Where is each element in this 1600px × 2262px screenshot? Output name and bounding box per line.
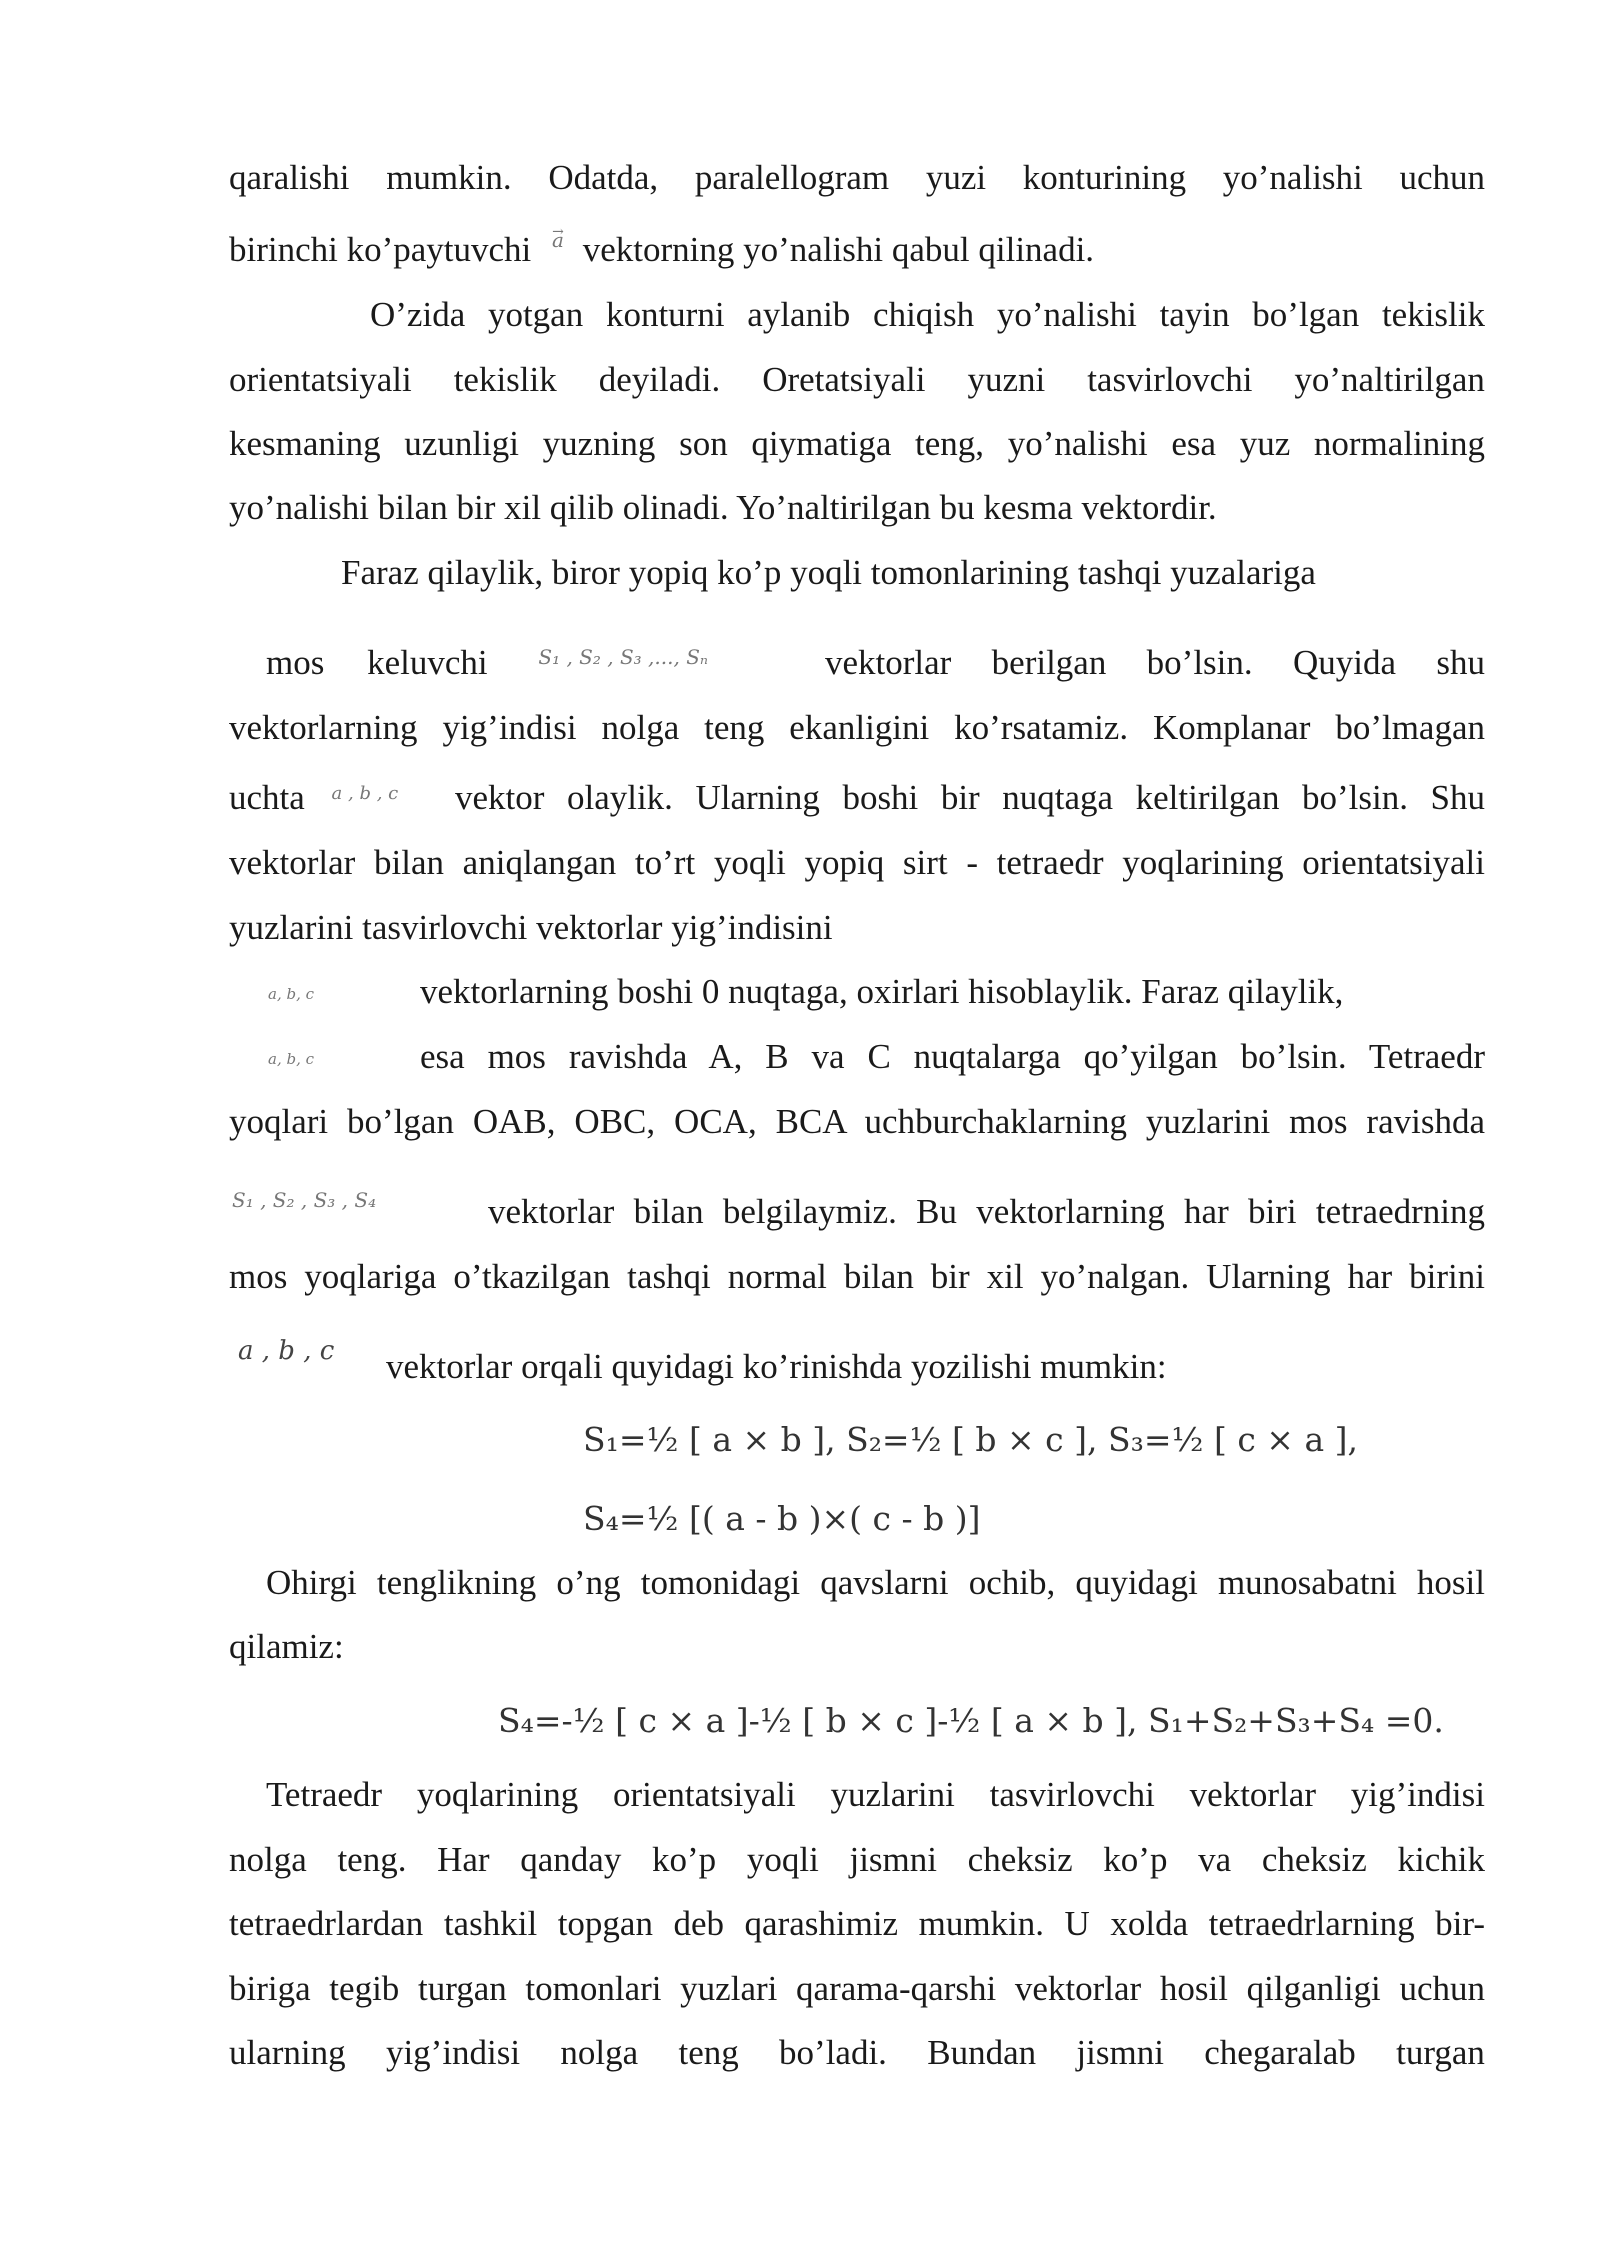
paragraph-3-line-4: [229, 778, 1485, 824]
paragraph-3-line-8-text: esa mos ravishda A, B va C nuqtalarga qo’yilgan bo’lsin. Tetraedr: [420, 1037, 1485, 1076]
paragraph-3-line-7-text: vektorlarning boshi 0 nuqtaga, oxirlari hisoblaylik. Faraz qilaylik,: [420, 972, 1344, 1011]
word: yo’naltirilgan: [1294, 360, 1485, 399]
vector-s4-list: S₁ , S₂ , S₃ , S₄: [232, 1188, 377, 1212]
word: Odatda,: [548, 158, 659, 197]
word: kichik: [1397, 1840, 1485, 1879]
paragraph-3-line-10-text: vektorlar bilan belgilaymiz. Bu vektorlarning har biri tetraedrning: [488, 1192, 1485, 1231]
text-segment: vektorlar berilgan bo’lsin. Quyida shu: [825, 643, 1485, 682]
word: Tetraedr: [266, 1775, 383, 1814]
paragraph-3-line-10-symbol: [232, 1190, 376, 1234]
word: yig’indisi: [1350, 1775, 1485, 1814]
word: cheksiz: [967, 1840, 1073, 1879]
word: ko’p: [1103, 1840, 1168, 1879]
paragraph-3-line-8-symbol: [268, 1037, 314, 1083]
word: orientatsiyali: [229, 360, 412, 399]
paragraph-2-line-1: O’zida yotgan konturni aylanib chiqish yo’nalishi tayin bo’lgan tekislik: [370, 295, 1485, 334]
word: mumkin.: [386, 158, 512, 197]
paragraph-3-line-12-text: vektorlar orqali quyidagi ko’rinishda yozilishi mumkin:: [386, 1347, 1167, 1386]
paragraph-5-line-4: biriga tegib turgan tomonlari yuzlari qarama-qarshi vektorlar hosil qilganligi uchun: [229, 1969, 1485, 2008]
word: mos: [266, 643, 325, 682]
word: nolga: [560, 2033, 639, 2072]
word: jismni: [849, 1840, 937, 1879]
word: tekislik: [453, 360, 557, 399]
word: yoqlarining: [416, 1775, 579, 1814]
paragraph-4-line-1: Ohirgi tenglikning o’ng tomonidagi qavslarni ochib, quyidagi munosabatni hosil: [266, 1563, 1485, 1602]
paragraph-5-line-1: [266, 1775, 1485, 1815]
word: yoqli: [746, 1840, 819, 1879]
word: Oretatsiyali: [762, 360, 926, 399]
word: turgan: [1396, 2033, 1485, 2072]
paragraph-5-line-5: [229, 2033, 1485, 2073]
word: uchta: [229, 778, 305, 817]
paragraph-5-line-3: tetraedrlardan tashkil topgan deb qarashimiz mumkin. U xolda tetraedrlarning bir-: [229, 1904, 1485, 1943]
word: tasvirlovchi: [989, 1775, 1155, 1814]
paragraph-3-line-1: Faraz qilaylik, biror yopiq ko’p yoqli tomonlarining tashqi yuzalariga: [341, 553, 1316, 592]
formula-s1-s2-s3: S₁=½ [ a × b ], S₂=½ [ b × c ], S₃=½ [ c × a ],: [583, 1420, 1358, 1459]
word: yuzlarini: [830, 1775, 955, 1814]
word: yig’indisi: [385, 2033, 521, 2072]
word: nolga: [229, 1840, 307, 1879]
word: teng.: [337, 1840, 407, 1879]
paragraph-3-line-2: [266, 643, 1485, 687]
vector-abc-small: a, b, c: [268, 985, 315, 1003]
paragraph-3-line-12-symbol: [238, 1336, 335, 1383]
paragraph-3-line-3: vektorlarning yig’indisi nolga teng ekanligini ko’rsatamiz. Komplanar bo’lmagan: [229, 708, 1485, 747]
text-segment: vektor olaylik. Ularning boshi bir nuqtaga keltirilgan bo’lsin. Shu: [455, 778, 1485, 817]
word: orientatsiyali: [612, 1775, 796, 1814]
paragraph-1-line-2: [229, 230, 1094, 274]
paragraph-3-line-6: yuzlarini tasvirlovchi vektorlar yig’indisini: [229, 908, 833, 947]
text-segment: birinchi ko’paytuvchi: [229, 230, 532, 269]
word: chegaralab: [1204, 2033, 1356, 2072]
paragraph-2-line-4: yo’nalishi bilan bir xil qilib olinadi. Yo’naltirilgan bu kesma vektordir.: [229, 488, 1217, 527]
paragraph-1-line-1: [229, 158, 1485, 198]
word: jismni: [1076, 2033, 1164, 2072]
word: deyiladi.: [598, 360, 721, 399]
word: yuzi: [925, 158, 987, 197]
paragraph-3-line-9: yoqlari bo’lgan OAB, OBC, OCA, BCA uchburchaklarning yuzlarini mos ravishda: [229, 1102, 1485, 1141]
text-segment: vektorning yo’nalishi qabul qilinadi.: [582, 230, 1095, 269]
word: vektorlar: [1189, 1775, 1316, 1814]
word: yo’nalishi: [1222, 158, 1363, 197]
word: cheksiz: [1261, 1840, 1367, 1879]
word: bo’ladi.: [779, 2033, 887, 2072]
vector-s-list: S₁ , S₂ , S₃ ,..., Sₙ: [538, 645, 708, 669]
paragraph-4-line-2: qilamiz:: [229, 1627, 344, 1666]
paragraph-3-line-5: vektorlar bilan aniqlangan to’rt yoqli yopiq sirt - tetraedr yoqlarining orientatsiyali: [229, 843, 1485, 882]
word: Har: [437, 1840, 490, 1879]
paragraph-3-line-7: [268, 972, 314, 1018]
word: keluvchi: [367, 643, 488, 682]
word: qanday: [520, 1840, 622, 1879]
word: teng: [678, 2033, 739, 2072]
paragraph-3-line-11: mos yoqlariga o’tkazilgan tashqi normal bilan bir xil yo’nalgan. Ularning har birini: [229, 1257, 1485, 1296]
word: va: [1198, 1840, 1232, 1879]
word: ko’p: [652, 1840, 717, 1879]
word: paralellogram: [694, 158, 890, 197]
word: uchun: [1399, 158, 1485, 197]
vector-abc-list: a , b , c: [331, 783, 399, 804]
formula-s4-expanded-sum: S₄=-½ [ c × a ]-½ [ b × c ]-½ [ a × b ], S₁+S₂+S₃+S₄ =0.: [498, 1701, 1444, 1740]
word: konturining: [1022, 158, 1187, 197]
vector-a-symbol: → $^a$: [552, 228, 564, 252]
vector-abc-list: a , b , c: [238, 1336, 335, 1366]
word: yuzni: [967, 360, 1046, 399]
word: ularning: [229, 2033, 346, 2072]
word: Bundan: [927, 2033, 1037, 2072]
paragraph-5-line-2: [229, 1840, 1485, 1880]
paragraph-2-line-2: [229, 360, 1485, 400]
formula-s4: S₄=½ [( a - b )×( c - b )]: [583, 1499, 981, 1538]
word: tasvirlovchi: [1087, 360, 1253, 399]
word: qaralishi: [229, 158, 350, 197]
vector-abc-small: a, b, c: [268, 1050, 315, 1068]
paragraph-2-line-3: kesmaning uzunligi yuzning son qiymatiga teng, yo’nalishi esa yuz normalining: [229, 424, 1485, 463]
